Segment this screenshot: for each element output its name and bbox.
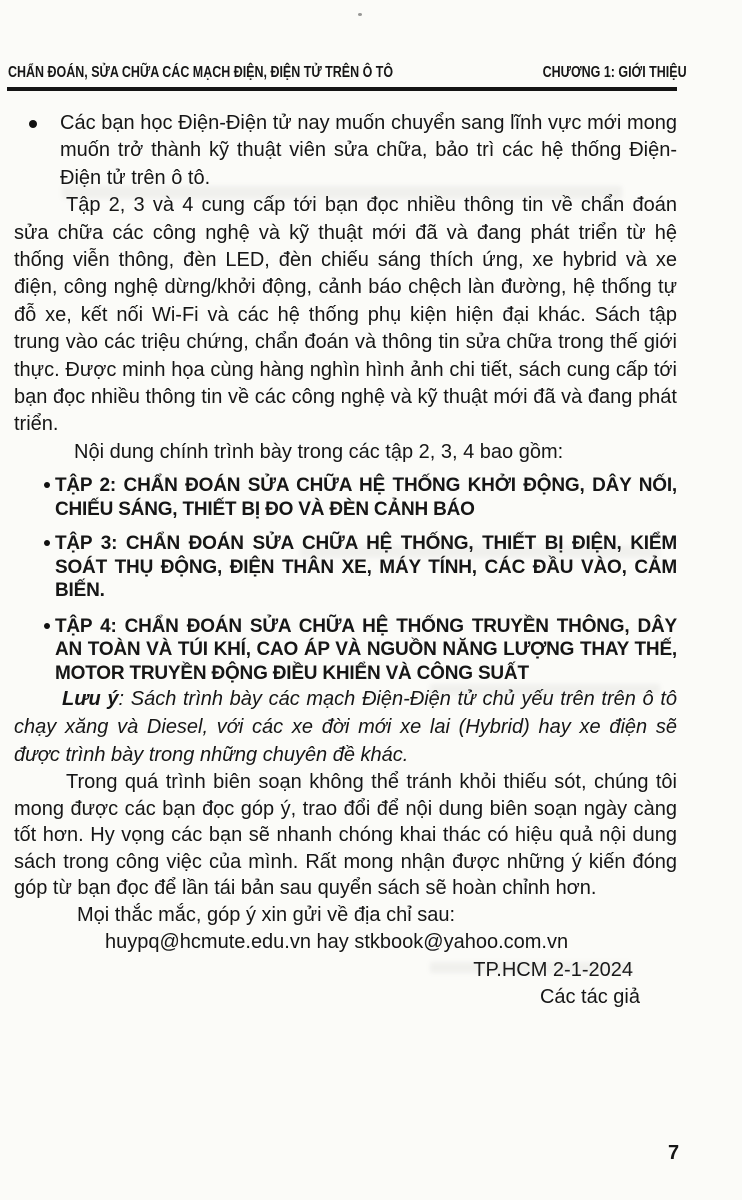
header-rule xyxy=(7,87,677,91)
signature-line: Các tác giả xyxy=(539,986,640,1008)
bullet-dot-icon xyxy=(44,623,50,629)
bleed-through-artifact xyxy=(430,962,630,973)
paragraph-closing: Trong quá trình biên soạn không thể tránh khỏi thiếu sót, chúng tôi mong được các bạn đọc góp ý, trao đổi để nội dung biên soạn ngày càng tốt hơn. Hy vọng các bạn sẽ nhanh chóng khai thác có hiệu quả nội dung sách trong công việc của mình. Rất mong nhận được những ý kiến đóng góp từ bạn đọc để lần tái bản sau quyển sách sẽ hoàn chỉnh hơn. xyxy=(14,771,677,900)
chapter-title: CHƯƠNG 1: GIỚI THIỆU xyxy=(542,64,687,81)
email-line: huypq@hcmute.edu.vn hay stkbook@yahoo.com.vn xyxy=(105,931,569,954)
scan-speck xyxy=(358,13,362,16)
note-paragraph xyxy=(14,685,677,769)
running-title: CHẨN ĐOÁN, SỬA CHỮA CÁC MẠCH ĐIỆN, ĐIỆN TỬ TRÊN Ô TÔ xyxy=(8,64,394,81)
intro-bullet-text: Các bạn học Điện-Điện tử nay muốn chuyển sang lĩnh vực mới mong muốn trở thành kỹ thuật viên sửa chữa, bảo trì các hệ thống Điện-Điện tử trên ô tô. xyxy=(60,112,677,189)
volume-tap4-text: TẬP 4: CHẨN ĐOÁN SỬA CHỮA HỆ THỐNG TRUYỀN THÔNG, DÂY AN TOÀN VÀ TÚI KHÍ, CAO ÁP VÀ NGUỒN NĂNG LƯỢNG THAY THẾ, MOTOR TRUYỀN ĐỘNG ĐIỀU KHIỂN VÀ CÔNG SUẤT xyxy=(55,615,677,684)
paragraph-volumes-overview: Tập 2, 3 và 4 cung cấp tới bạn đọc nhiều thông tin về chẩn đoán sửa chữa các công nghệ và kỹ thuật mới đã và đang phát triển từ hệ thống viễn thông, đèn LED, đèn chiếu sáng thích ứng, xe hybrid và xe điện, công nghệ dừng/khởi động, cảnh báo chệch làn đường, hệ thống tự đỗ xe, kết nối Wi-Fi và các hệ thống phụ kiện hiện đại khác. Sách tập trung vào các triệu chứng, chẩn đoán và thông tin sửa chữa trong thế giới thực. Được minh họa cùng hàng nghìn hình ảnh chi tiết, sách cung cấp tới bạn đọc nhiều thông tin về các công nghệ và kỹ thuật mới đã và đang phát triển. xyxy=(14,194,677,436)
bleed-through-artifact xyxy=(430,684,660,695)
intro-bullet-item xyxy=(14,110,677,192)
bullet-dot-icon xyxy=(29,120,37,128)
date-line: TP.HCM 2-1-2024 xyxy=(473,958,633,981)
bullet-dot-icon xyxy=(44,540,50,546)
list-intro-line: Nội dung chính trình bày trong các tập 2, 3, 4 bao gồm: xyxy=(74,440,564,463)
bullet-dot-icon xyxy=(44,482,50,488)
volume-list-item-tap2 xyxy=(14,474,677,521)
volume-list-item-tap3 xyxy=(14,532,677,603)
volume-tap2-text: TẬP 2: CHẨN ĐOÁN SỬA CHỮA HỆ THỐNG KHỞI ĐỘNG, DÂY NỐI, CHIẾU SÁNG, THIẾT BỊ ĐO VÀ ĐÈN CẢNH BÁO xyxy=(55,475,677,520)
note-body: : Sách trình bày các mạch Điện-Điện tử chủ yếu trên trên ô tô chạy xăng và Diesel, với các xe đời mới xe lai (Hybrid) hay xe điện sẽ được trình bày trong những chuyên đề khác. xyxy=(14,688,678,767)
volume-tap3-text: TẬP 3: CHẨN ĐOÁN SỬA CHỮA HỆ THỐNG, THIẾT BỊ ĐIỆN, KIỂM SOÁT THỤ ĐỘNG, ĐIỆN THÂN XE, MÁY TÍNH, CÁC ĐẦU VÀO, CẢM BIẾN. xyxy=(55,533,677,602)
bleed-through-artifact xyxy=(300,546,660,558)
bleed-through-artifact xyxy=(62,186,622,199)
note-label: Lưu ý xyxy=(62,688,119,711)
page-number: 7 xyxy=(668,1142,680,1164)
contact-line: Mọi thắc mắc, góp ý xin gửi về địa chỉ sau: xyxy=(77,903,456,926)
page-header xyxy=(8,64,687,82)
volume-list-item-tap4 xyxy=(14,615,677,686)
